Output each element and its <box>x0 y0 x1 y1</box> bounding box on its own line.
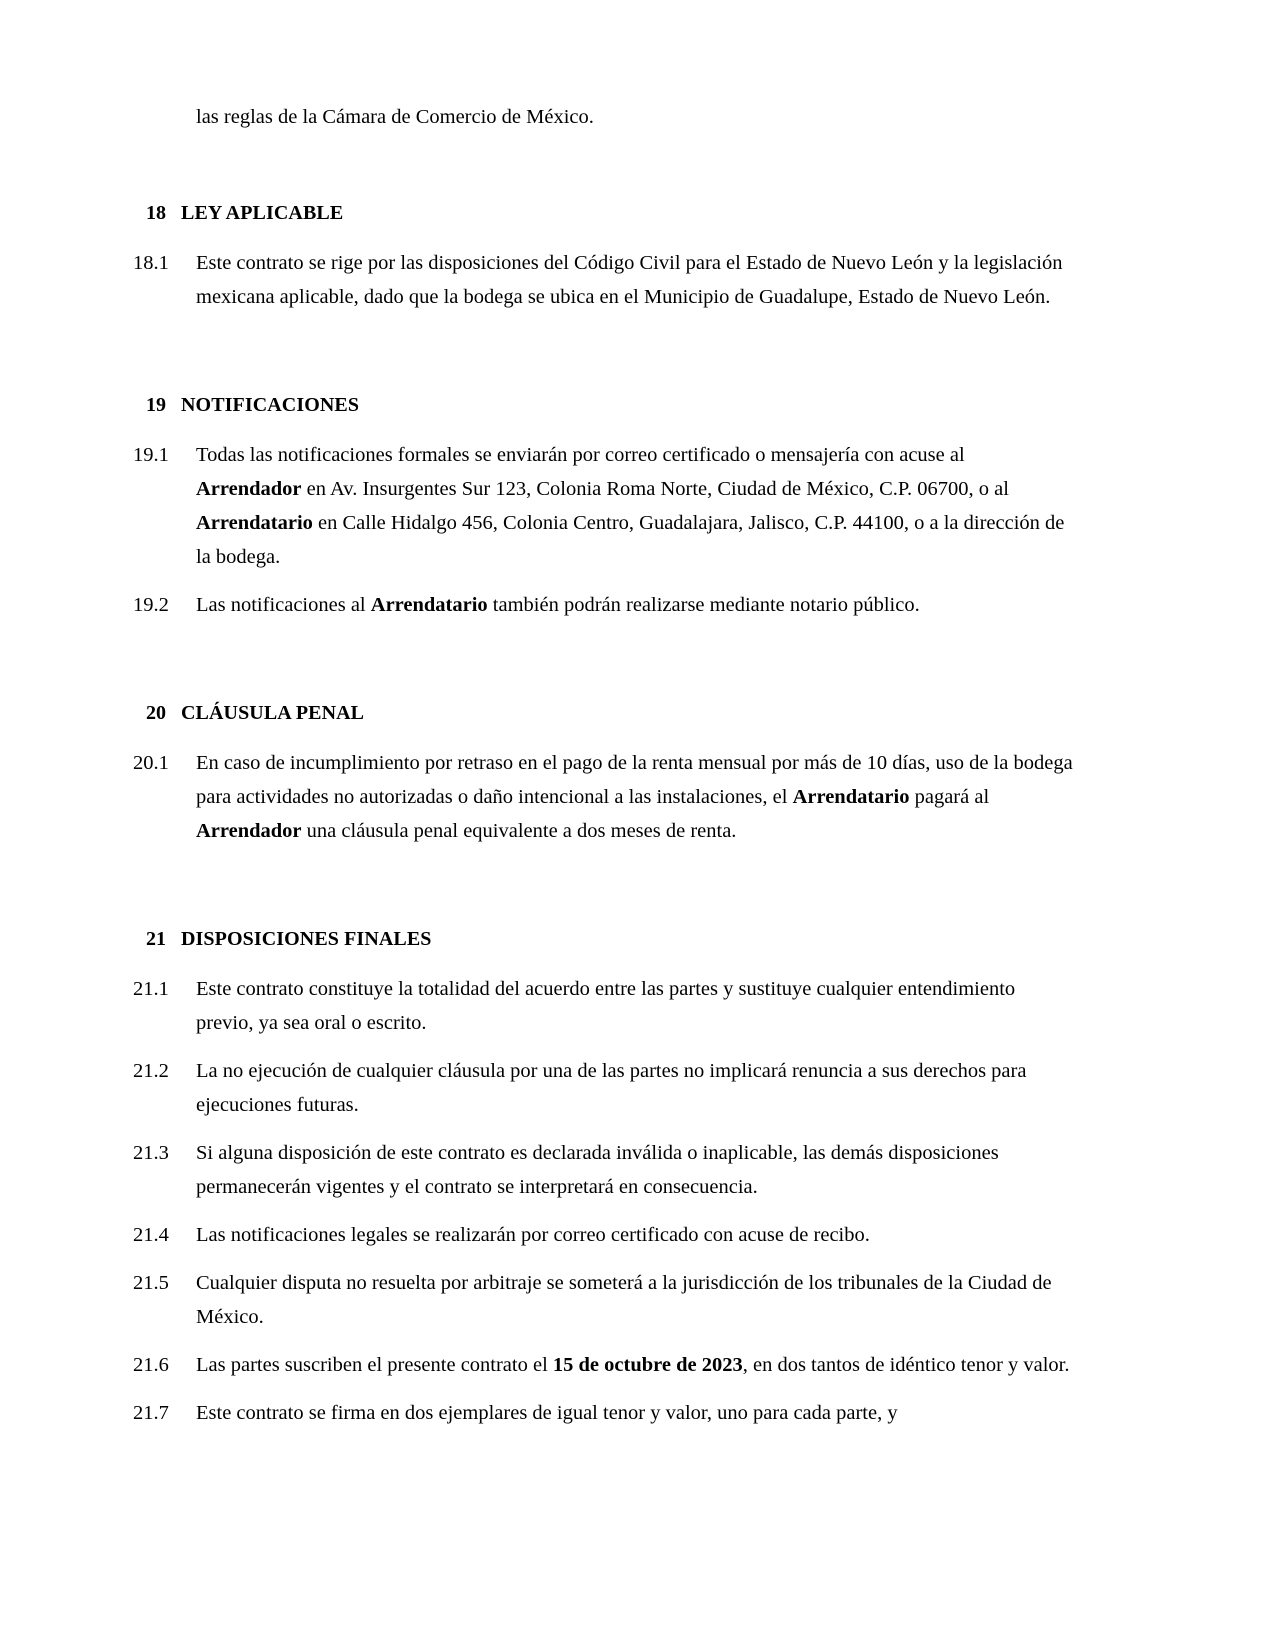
clause-text-segment: En caso de incumplimiento por retraso en el pago de la renta mensual por más de 10 días, uso de la bodega para actividades no autorizadas o daño intencional a las instalaciones, el <box>196 752 1073 808</box>
clause-20-1 <box>133 746 1073 848</box>
clause-text-segment: también podrán realizarse mediante notario público. <box>487 594 920 616</box>
clause-21-1 <box>133 972 1073 1040</box>
clause-text <box>196 588 1073 622</box>
clause-number: 19.2 <box>133 594 169 616</box>
clause-number: 21.1 <box>133 978 169 1000</box>
spacer <box>133 134 1073 198</box>
clause-text <box>196 438 1073 574</box>
clause-21-7 <box>133 1396 1073 1430</box>
clause-number: 21.5 <box>133 1272 169 1294</box>
clause-number: 20.1 <box>133 752 169 774</box>
clause-number: 18.1 <box>133 252 169 274</box>
clause-number: 21.2 <box>133 1060 169 1082</box>
clause-21-4 <box>133 1218 1073 1252</box>
spacer <box>133 1122 1073 1136</box>
clause-text <box>196 746 1073 848</box>
clause-text-segment: Las notificaciones al <box>196 594 371 616</box>
party-arrendador: Arrendador <box>196 820 302 842</box>
party-arrendatario: Arrendatario <box>792 786 910 808</box>
section-number: 19 <box>146 394 166 416</box>
clause-text-segment: , en dos tantos de idéntico tenor y valor. <box>742 1354 1070 1376</box>
clause-text: Si alguna disposición de este contrato es declarada inválida o inaplicable, las demás disposiciones permanecerán vigentes y el contrato se interpretará en consecuencia. <box>196 1142 999 1198</box>
spacer <box>133 848 1073 924</box>
clause-number: 21.4 <box>133 1224 169 1246</box>
clause-number: 21.6 <box>133 1354 169 1376</box>
clause-text-segment: en Calle Hidalgo 456, Colonia Centro, Guadalajara, Jalisco, C.P. 44100, o a la dirección de la bodega. <box>196 512 1065 568</box>
clause-21-3 <box>133 1136 1073 1204</box>
section-number: 20 <box>146 702 166 724</box>
section-number: 18 <box>146 202 166 224</box>
clause-text-segment: una cláusula penal equivalente a dos meses de renta. <box>301 820 737 842</box>
clause-text <box>196 1348 1073 1382</box>
clause-text: Cualquier disputa no resuelta por arbitraje se someterá a la jurisdicción de los tribunales de la Ciudad de México. <box>196 1272 1052 1328</box>
clause-text: Este contrato constituye la totalidad del acuerdo entre las partes y sustituye cualquier entendimiento previo, ya sea oral o escrito. <box>196 978 1016 1034</box>
clause-text-segment: pagará al <box>909 786 990 808</box>
spacer <box>133 314 1073 390</box>
party-arrendatario: Arrendatario <box>196 512 313 534</box>
clause-number: 21.7 <box>133 1402 169 1424</box>
spacer <box>133 1334 1073 1348</box>
clause-number: 19.1 <box>133 444 169 466</box>
document-content <box>133 100 1073 1430</box>
clause-18-1 <box>133 246 1073 314</box>
clause-number: 21.3 <box>133 1142 169 1164</box>
clause-text: Las notificaciones legales se realizarán por correo certificado con acuse de recibo. <box>196 1224 870 1246</box>
signing-date: 15 de octubre de 2023 <box>552 1354 743 1376</box>
clause-text-segment: Todas las notificaciones formales se enviarán por correo certificado o mensajería con acuse al <box>196 444 965 466</box>
clause-19-1 <box>133 438 1073 574</box>
clause-text: Este contrato se firma en dos ejemplares de igual tenor y valor, uno para cada parte, y <box>196 1402 898 1424</box>
spacer <box>133 1382 1073 1396</box>
clause-19-2 <box>133 588 1073 622</box>
spacer <box>133 228 1073 246</box>
clause-text-segment: Las partes suscriben el presente contrato el <box>196 1354 553 1376</box>
continuation-paragraph: las reglas de la Cámara de Comercio de México. <box>196 106 594 128</box>
spacer <box>133 420 1073 438</box>
spacer <box>133 622 1073 698</box>
spacer <box>133 1040 1073 1054</box>
party-arrendador: Arrendador <box>196 478 302 500</box>
clause-text: La no ejecución de cualquier cláusula por una de las partes no implicará renuncia a sus derechos para ejecuciones futuras. <box>196 1060 1027 1116</box>
clause-21-5 <box>133 1266 1073 1334</box>
section-title: LEY APLICABLE <box>181 202 344 224</box>
section-heading-20 <box>133 698 1073 728</box>
clause-21-6 <box>133 1348 1073 1382</box>
section-heading-21 <box>133 924 1073 954</box>
section-number: 21 <box>146 928 166 950</box>
section-title: DISPOSICIONES FINALES <box>181 928 432 950</box>
party-arrendatario: Arrendatario <box>370 594 488 616</box>
section-title: NOTIFICACIONES <box>181 394 360 416</box>
spacer <box>133 574 1073 588</box>
spacer <box>133 954 1073 972</box>
clause-text-segment: en Av. Insurgentes Sur 123, Colonia Roma Norte, Ciudad de México, C.P. 06700, o al <box>301 478 1009 500</box>
clause-text: Este contrato se rige por las disposiciones del Código Civil para el Estado de Nuevo León y la legislación mexicana aplicable, dado que la bodega se ubica en el Municipio de Guadalupe, Estado de Nuevo León. <box>196 252 1063 308</box>
spacer <box>133 728 1073 746</box>
section-heading-18 <box>133 198 1073 228</box>
section-title: CLÁUSULA PENAL <box>181 702 365 724</box>
spacer <box>133 1252 1073 1266</box>
section-heading-19 <box>133 390 1073 420</box>
clause-21-2 <box>133 1054 1073 1122</box>
spacer <box>133 1204 1073 1218</box>
